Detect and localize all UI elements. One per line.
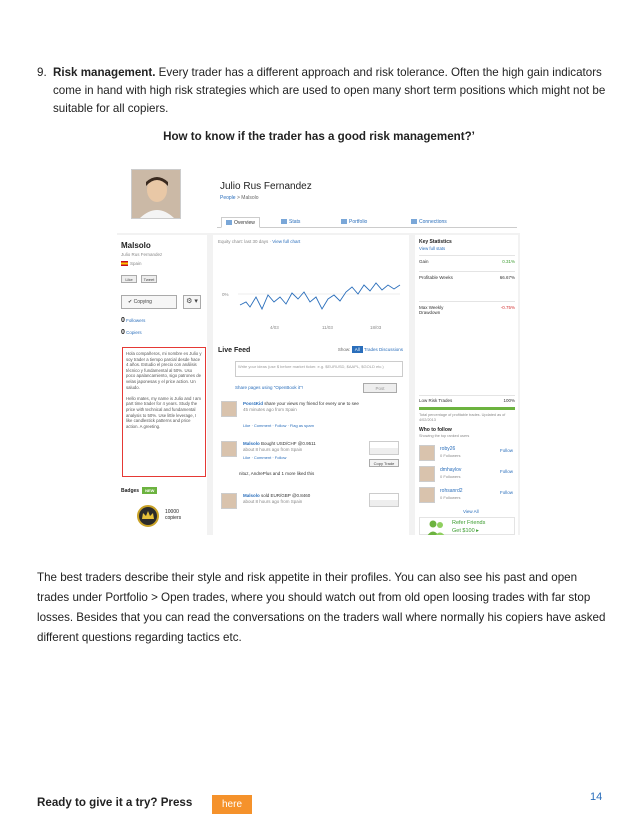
equity-chart-label: Equity chart: last 30 days · View full chart <box>218 239 301 244</box>
feed-tab-all[interactable]: All <box>352 346 363 353</box>
trader-name: Julio Rus Fernandez <box>220 181 312 192</box>
country-label: Spain <box>130 261 142 266</box>
tab-stats-label: Stats <box>289 219 301 225</box>
tab-overview-label: Overview <box>234 220 255 226</box>
post-button[interactable]: Post <box>363 383 397 393</box>
item-text: Every trader has a different approach and risk tolerance. Often the high gain indicators come in hand with high risk strategies which are used to open many short term positions which might not be suitable for all copiers. <box>53 66 606 115</box>
refer-amount: Get $100 ▸ <box>452 528 479 534</box>
trader-bio: Hola compañeros, mi nombre es Julio y soy trader a tiempo parcial desde hace 4 años. Estudio el precio con análisis técnico y fundamental al 50%. Uso poco apalancamiento, sigo patrones de velas japonesas y el price action. Un saludo. Hello mates, my name is Julio and I am part time trader for 4 years. Study the price with technical and fundamental analysis to 50%. Use little leverage, I like candlestick patterns and price action. A greeting. <box>122 347 206 477</box>
post-input[interactable]: Write your ideas (use $ before market ticker. e.g. $EURUSD, $AAPL, $GOLD etc.) <box>235 361 403 377</box>
feed-post <box>217 493 405 527</box>
breadcrumb-user: Malsolo <box>241 195 259 201</box>
stats-note: Total percentage of profitable trades. Updated as of 4/02/2013 <box>419 413 506 422</box>
low-risk-bar <box>419 407 515 410</box>
stat-row <box>419 271 515 295</box>
profile-header <box>117 165 520 233</box>
stat-row <box>419 301 515 329</box>
stat-value: 66.67% <box>499 275 515 280</box>
connections-icon <box>411 219 417 224</box>
view-all-link[interactable]: View All <box>463 509 479 514</box>
here-button[interactable]: here <box>212 795 252 814</box>
suggested-name[interactable]: dmhaylov <box>440 467 462 473</box>
people-icon <box>426 519 446 535</box>
equity-chart-title: Equity chart: last 30 days <box>218 239 269 244</box>
portfolio-icon <box>341 219 347 224</box>
chart-tick: 18/03 <box>370 325 382 330</box>
post-user[interactable]: Malsolo <box>243 441 260 446</box>
suggested-followers: 0 Followers <box>440 495 461 500</box>
profile-main <box>213 235 409 535</box>
follow-button[interactable]: Follow <box>499 448 513 453</box>
chart-tick: 4/03 <box>270 325 279 330</box>
spain-flag-icon <box>121 261 128 266</box>
item-number: 9. <box>37 66 47 79</box>
stats-icon <box>281 219 287 224</box>
post-meta: about 8 hours ago from Spain <box>243 446 303 452</box>
suggested-avatar <box>419 445 435 461</box>
feed-tab-trades[interactable]: Trades <box>363 347 378 352</box>
key-stats-title: Key Statistics <box>419 239 452 245</box>
suggested-followers: 0 Followers <box>440 474 461 479</box>
settings-dropdown-button[interactable]: ⚙ ▾ <box>183 295 201 309</box>
equity-line <box>240 283 400 309</box>
stat-label: Low Risk Trades <box>419 398 453 403</box>
suggested-avatar <box>419 487 435 503</box>
trade-thumbnail <box>369 493 399 507</box>
tab-portfolio-label: Portfolio <box>349 219 368 225</box>
suggested-trader <box>419 487 515 509</box>
breadcrumb-separator: > <box>235 195 242 201</box>
stat-row <box>419 255 515 269</box>
fullname: Julio Rus Fernandez <box>121 252 163 257</box>
view-full-stats-link[interactable]: View full stats <box>419 246 446 251</box>
overview-icon <box>226 220 232 225</box>
tab-connections[interactable] <box>407 217 451 228</box>
profile-tabs <box>217 215 517 228</box>
body-paragraph: The best traders describe their style and risk appetite in their profiles. You can also see his past and open trades under Portfolio > Open trades, where you should watch out from old open loosing trades with far stop losses. Besides that you can read the conversations on the traders wall where normally his copiers have asked different questions regarding tactics etc. <box>37 571 606 644</box>
question-heading: How to know if the trader has a good risk management?’ <box>163 130 475 143</box>
post-actions[interactable]: Like · Comment · Follow <box>243 455 287 460</box>
crown-medal-icon <box>137 505 159 527</box>
breadcrumb-people[interactable]: People <box>220 195 236 201</box>
suggested-name[interactable]: roby26 <box>440 446 456 452</box>
stat-label: Max Weekly Drawdown <box>419 305 444 315</box>
post-avatar <box>221 493 237 509</box>
badges-new-tag: NEW <box>142 487 157 494</box>
refer-text <box>452 519 485 535</box>
feed-filter <box>338 347 403 352</box>
badges-label: Badges <box>121 488 140 494</box>
follow-button[interactable]: Follow <box>499 469 513 474</box>
footer-prompt: Ready to give it a try? Press <box>37 796 193 809</box>
post-text <box>243 401 363 412</box>
copy-trade-button[interactable]: Copy Trade <box>369 459 399 467</box>
chart-zero-label: 0% <box>222 292 229 297</box>
post-message: Bought USD/CHF @0.9511 <box>261 441 316 446</box>
stat-value: 0.31% <box>502 259 515 264</box>
username: Malsolo <box>121 241 151 250</box>
post-message: sold EUR/GBP @0.8460 <box>261 493 311 498</box>
trader-profile-screenshot <box>117 165 520 535</box>
post-text <box>243 493 363 504</box>
like-button[interactable]: Like <box>121 275 137 283</box>
suggested-avatar <box>419 466 435 482</box>
feed-post <box>217 441 405 481</box>
equity-chart <box>218 247 404 337</box>
tab-portfolio[interactable] <box>337 217 371 228</box>
followers-number: 0 <box>121 317 125 324</box>
badges-heading <box>121 487 157 494</box>
suggested-name[interactable]: rohsanrd2 <box>440 488 463 494</box>
view-full-chart-link[interactable]: View full chart <box>272 239 301 244</box>
tweet-button[interactable]: Tweet <box>141 275 157 283</box>
who-to-follow-title: Who to follow <box>419 427 452 433</box>
feed-post <box>217 401 405 435</box>
post-actions[interactable]: Like · Comment · Follow · Flag as spam <box>243 423 314 428</box>
trade-thumbnail <box>369 441 399 455</box>
post-avatar <box>221 441 237 457</box>
who-to-follow-sub: Showing the top ranked users <box>419 434 470 438</box>
post-user[interactable]: Poor4Kid <box>243 401 264 406</box>
post-avatar <box>221 401 237 417</box>
profile-sidebar <box>117 235 207 535</box>
post-message: share your views my friend for every one to see <box>264 401 359 406</box>
stat-row <box>419 395 515 407</box>
copiers-label: Copiers <box>126 330 142 335</box>
refer-friends-box[interactable] <box>419 517 515 535</box>
copiers-number: 0 <box>121 329 125 336</box>
stat-label: Profitable Weeks <box>419 275 453 280</box>
tab-stats[interactable] <box>277 217 304 228</box>
breadcrumb <box>220 195 259 201</box>
stat-value: 100% <box>503 398 515 403</box>
copying-button[interactable]: ✔ Copying <box>121 295 177 309</box>
followers-count[interactable] <box>121 317 145 324</box>
suggested-followers: 0 Followers <box>440 453 461 458</box>
item-heading: Risk management. <box>53 66 156 79</box>
item-body <box>37 64 607 118</box>
stat-label: Gain <box>419 259 429 264</box>
refer-title: Refer Friends <box>452 520 486 526</box>
feed-tab-discussions[interactable]: Discussions <box>378 347 403 352</box>
stat-value: -0.75% <box>500 305 515 310</box>
tab-overview[interactable] <box>221 217 260 228</box>
badge-copiers <box>165 509 181 521</box>
live-feed-title: Live Feed <box>218 347 251 354</box>
avatar-photo-icon <box>132 170 181 219</box>
followers-label: Followers <box>126 318 146 323</box>
page-number: 14 <box>590 791 603 803</box>
post-meta: 45 minutes ago from Spain <box>243 406 297 412</box>
share-pages-link[interactable]: Share pages using "OpenBook it"! <box>235 385 303 390</box>
suggested-trader <box>419 466 515 488</box>
chart-tick: 11/03 <box>322 325 333 330</box>
badge-unit: copiers <box>165 515 182 521</box>
tab-connections-label: Connections <box>419 219 447 225</box>
likes-note: nituz, AndrePlus and 1 more liked this <box>239 471 315 476</box>
post-text <box>243 441 363 452</box>
country <box>121 261 142 266</box>
feed-show-label: Show: <box>337 347 351 352</box>
crown-icon <box>139 507 157 525</box>
risk-management-item <box>37 64 607 118</box>
post-user[interactable]: Malsolo <box>243 493 260 498</box>
badge-value: 10000 <box>165 509 179 515</box>
trader-avatar <box>131 169 181 219</box>
post-meta: about 8 hours ago from Spain <box>243 498 303 504</box>
follow-button[interactable]: Follow <box>499 490 513 495</box>
stats-sidebar <box>415 235 518 535</box>
suggested-trader <box>419 445 515 467</box>
copiers-count[interactable] <box>121 329 142 336</box>
